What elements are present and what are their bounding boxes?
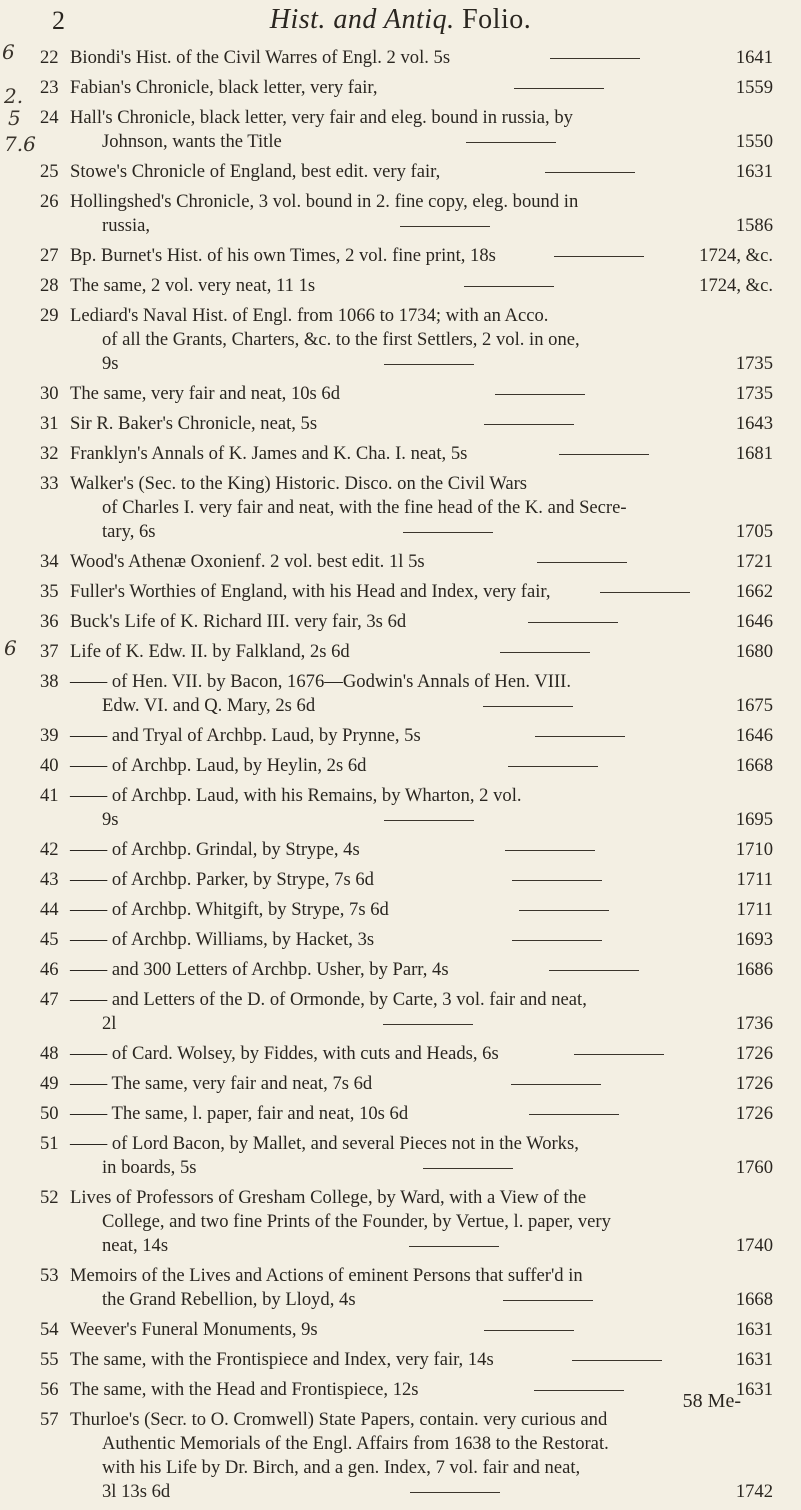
entry-line xyxy=(70,244,773,268)
margin-note: 5 xyxy=(8,106,21,130)
leader-rule xyxy=(554,256,644,257)
entry-body xyxy=(70,304,773,376)
entry-body xyxy=(70,1072,773,1096)
entry-year: 1662 xyxy=(735,581,773,602)
entry-line xyxy=(70,808,773,832)
entry-text: Authentic Memorials of the Engl. Affairs from 1638 to the Restorat. xyxy=(102,1433,609,1454)
entry-year: 1631 xyxy=(735,161,773,182)
entry-number: 26 xyxy=(40,191,59,212)
entry-line xyxy=(70,1132,773,1156)
entry-body xyxy=(70,550,773,574)
entry-year: 1680 xyxy=(735,641,773,662)
entry-body xyxy=(70,46,773,70)
entry-number: 25 xyxy=(40,161,59,182)
catalogue-entry xyxy=(0,640,801,670)
entry-line xyxy=(70,868,773,892)
entry-body xyxy=(70,580,773,604)
entry-body xyxy=(70,382,773,406)
entry-number: 56 xyxy=(40,1379,59,1400)
entry-line xyxy=(70,1042,773,1066)
entry-body xyxy=(70,928,773,952)
running-title-plain: Folio. xyxy=(462,4,532,35)
catalogue-entry xyxy=(0,928,801,958)
leader-rule xyxy=(384,364,474,365)
entry-body xyxy=(70,724,773,748)
catalogue-entry xyxy=(0,1186,801,1264)
leader-rule xyxy=(519,910,609,911)
entry-body xyxy=(70,160,773,184)
entry-body xyxy=(70,640,773,664)
entry-number: 45 xyxy=(40,929,59,950)
entry-line xyxy=(70,1456,773,1480)
entry-number: 32 xyxy=(40,443,59,464)
entry-text: Franklyn's Annals of K. James and K. Cha. I. neat, 5s xyxy=(70,443,468,464)
entry-line xyxy=(70,694,773,718)
entry-line xyxy=(70,1210,773,1234)
entry-line xyxy=(70,214,773,238)
entry-body xyxy=(70,412,773,436)
leader-rule xyxy=(403,532,493,533)
entry-line xyxy=(70,1186,773,1210)
leader-rule xyxy=(466,142,556,143)
entry-line xyxy=(70,1072,773,1096)
entry-line xyxy=(70,928,773,952)
entry-year: 1736 xyxy=(735,1013,773,1034)
entry-number: 27 xyxy=(40,245,59,266)
entry-body xyxy=(70,76,773,100)
entry-year: 1646 xyxy=(735,611,773,632)
entry-text: Hall's Chronicle, black letter, very fair and eleg. bound in russia, by xyxy=(70,107,573,128)
entry-year: 1724, &c. xyxy=(699,245,773,266)
entry-line xyxy=(70,130,773,154)
entry-body xyxy=(70,1318,773,1342)
entry-body xyxy=(70,1042,773,1066)
leader-rule xyxy=(534,1390,624,1391)
leader-rule xyxy=(423,1168,513,1169)
entry-text: —— of Archbp. Parker, by Strype, 7s 6d xyxy=(70,869,374,890)
leader-rule xyxy=(384,820,474,821)
entry-text: Edw. VI. and Q. Mary, 2s 6d xyxy=(102,695,316,716)
entry-number: 23 xyxy=(40,77,59,98)
catalogue-entry xyxy=(0,550,801,580)
leader-rule xyxy=(537,562,627,563)
leader-rule xyxy=(574,1054,664,1055)
entry-year: 1586 xyxy=(735,215,773,236)
entry-number: 36 xyxy=(40,611,59,632)
entry-text: Biondi's Hist. of the Civil Warres of Engl. 2 vol. 5s xyxy=(70,47,451,68)
entry-text: 3l 13s 6d xyxy=(102,1481,171,1502)
entry-text: with his Life by Dr. Birch, and a gen. Index, 7 vol. fair and neat, xyxy=(102,1457,581,1478)
entry-body xyxy=(70,670,773,718)
entry-text: neat, 14s xyxy=(102,1235,169,1256)
entry-body xyxy=(70,442,773,466)
catalogue-entry xyxy=(0,1132,801,1186)
leader-rule xyxy=(410,1492,500,1493)
catalogue-entry xyxy=(0,838,801,868)
entry-text: of all the Grants, Charters, &c. to the first Settlers, 2 vol. in one, xyxy=(102,329,580,350)
entry-number: 53 xyxy=(40,1265,59,1286)
entry-line xyxy=(70,724,773,748)
entry-number: 44 xyxy=(40,899,59,920)
page-header xyxy=(0,4,801,44)
entry-number: 35 xyxy=(40,581,59,602)
entry-text: Bp. Burnet's Hist. of his own Times, 2 vol. fine print, 18s xyxy=(70,245,496,266)
entry-year: 1695 xyxy=(735,809,773,830)
entry-number: 30 xyxy=(40,383,59,404)
entry-body xyxy=(70,610,773,634)
leader-rule xyxy=(529,1114,619,1115)
entry-text: the Grand Rebellion, by Lloyd, 4s xyxy=(102,1289,356,1310)
margin-note: 7.6 xyxy=(4,132,36,156)
entry-text: —— of Archbp. Laud, by Heylin, 2s 6d xyxy=(70,755,367,776)
entry-line xyxy=(70,1264,773,1288)
entry-body xyxy=(70,1408,773,1504)
entry-line xyxy=(70,640,773,664)
entry-number: 54 xyxy=(40,1319,59,1340)
catalogue-entry xyxy=(0,1042,801,1072)
catalogue-entry xyxy=(0,472,801,550)
catalogue-entry xyxy=(0,754,801,784)
leader-rule xyxy=(528,622,618,623)
catalogue-entry xyxy=(0,670,801,724)
entry-year: 1631 xyxy=(735,1349,773,1370)
entry-text: Stowe's Chronicle of England, best edit. very fair, xyxy=(70,161,441,182)
catalogue-entry xyxy=(0,580,801,610)
running-title xyxy=(0,4,801,36)
entry-text: —— of Archbp. Laud, with his Remains, by Wharton, 2 vol. xyxy=(70,785,522,806)
entry-line xyxy=(70,1156,773,1180)
entry-line xyxy=(70,1102,773,1126)
catalogue-entry xyxy=(0,1348,801,1378)
entry-year: 1550 xyxy=(735,131,773,152)
entry-text: The same, 2 vol. very neat, 11 1s xyxy=(70,275,316,296)
entry-body xyxy=(70,958,773,982)
entry-text: in boards, 5s xyxy=(102,1157,197,1178)
entry-text: russia, xyxy=(102,215,151,236)
entry-text: —— of Hen. VII. by Bacon, 1676—Godwin's Annals of Hen. VIII. xyxy=(70,671,572,692)
entry-line xyxy=(70,610,773,634)
entry-year: 1735 xyxy=(735,353,773,374)
leader-rule xyxy=(409,1246,499,1247)
entry-line xyxy=(70,442,773,466)
margin-note: 6 xyxy=(4,636,17,660)
entry-line xyxy=(70,1432,773,1456)
entry-line xyxy=(70,1318,773,1342)
entry-year: 1724, &c. xyxy=(699,275,773,296)
entry-text: —— of Lord Bacon, by Mallet, and several Pieces not in the Works, xyxy=(70,1133,579,1154)
leader-rule xyxy=(400,226,490,227)
entry-text: Life of K. Edw. II. by Falkland, 2s 6d xyxy=(70,641,350,662)
entry-year: 1643 xyxy=(735,413,773,434)
entry-line xyxy=(70,754,773,778)
catalogue-entries xyxy=(0,46,801,1510)
entry-number: 51 xyxy=(40,1133,59,1154)
leader-rule xyxy=(545,172,635,173)
entry-number: 24 xyxy=(40,107,59,128)
leader-rule xyxy=(484,424,574,425)
entry-year: 1641 xyxy=(735,47,773,68)
entry-body xyxy=(70,1102,773,1126)
entry-text: of Charles I. very fair and neat, with the fine head of the K. and Secre- xyxy=(102,497,627,518)
catalogue-entry xyxy=(0,1072,801,1102)
entry-text: 9s xyxy=(102,809,119,830)
entry-text: Weever's Funeral Monuments, 9s xyxy=(70,1319,318,1340)
catalogue-entry xyxy=(0,106,801,160)
entry-number: 28 xyxy=(40,275,59,296)
entry-text: —— The same, l. paper, fair and neat, 10s 6d xyxy=(70,1103,409,1124)
entry-line xyxy=(70,412,773,436)
catalogue-entry xyxy=(0,958,801,988)
entry-text: Fabian's Chronicle, black letter, very fair, xyxy=(70,77,378,98)
entry-number: 34 xyxy=(40,551,59,572)
entry-body xyxy=(70,1264,773,1312)
entry-line xyxy=(70,352,773,376)
entry-number: 50 xyxy=(40,1103,59,1124)
entry-text: —— and Letters of the D. of Ormonde, by Carte, 3 vol. fair and neat, xyxy=(70,989,587,1010)
entry-body xyxy=(70,1348,773,1372)
entry-line xyxy=(70,274,773,298)
catalogue-entry xyxy=(0,160,801,190)
entry-line xyxy=(70,1480,773,1504)
entry-text: 9s xyxy=(102,353,119,374)
leader-rule xyxy=(464,286,554,287)
leader-rule xyxy=(383,1024,473,1025)
entry-number: 22 xyxy=(40,47,59,68)
entry-year: 1559 xyxy=(735,77,773,98)
entry-body xyxy=(70,1132,773,1180)
entry-number: 42 xyxy=(40,839,59,860)
entry-line xyxy=(70,958,773,982)
entry-number: 40 xyxy=(40,755,59,776)
entry-number: 49 xyxy=(40,1073,59,1094)
leader-rule xyxy=(512,880,602,881)
entry-line xyxy=(70,106,773,130)
catalogue-entry xyxy=(0,412,801,442)
leader-rule xyxy=(559,454,649,455)
catalogue-entry xyxy=(0,610,801,640)
entry-body xyxy=(70,868,773,892)
entry-body xyxy=(70,838,773,862)
catalogue-entry xyxy=(0,1264,801,1318)
leader-rule xyxy=(514,88,604,89)
entry-text: Lediard's Naval Hist. of Engl. from 1066 to 1734; with an Acco. xyxy=(70,305,549,326)
catalogue-entry xyxy=(0,382,801,412)
entry-year: 1693 xyxy=(735,929,773,950)
entry-number: 52 xyxy=(40,1187,59,1208)
entry-year: 1760 xyxy=(735,1157,773,1178)
entry-text: Buck's Life of K. Richard III. very fair, 3s 6d xyxy=(70,611,407,632)
entry-year: 1726 xyxy=(735,1043,773,1064)
entry-year: 1631 xyxy=(735,1319,773,1340)
entry-text: Johnson, wants the Title xyxy=(102,131,282,152)
catalogue-entry xyxy=(0,304,801,382)
leader-rule xyxy=(495,394,585,395)
entry-year: 1675 xyxy=(735,695,773,716)
catalogue-entry xyxy=(0,190,801,244)
entry-text: The same, with the Frontispiece and Index, very fair, 14s xyxy=(70,1349,494,1370)
entry-line xyxy=(70,580,773,604)
entry-line xyxy=(70,1408,773,1432)
leader-rule xyxy=(511,1084,601,1085)
entry-line xyxy=(70,784,773,808)
entry-number: 43 xyxy=(40,869,59,890)
entry-text: —— of Archbp. Williams, by Hacket, 3s xyxy=(70,929,375,950)
catalogue-entry xyxy=(0,76,801,106)
entry-year: 1646 xyxy=(735,725,773,746)
entry-line xyxy=(70,1378,773,1402)
leader-rule xyxy=(550,58,640,59)
entry-number: 33 xyxy=(40,473,59,494)
entry-line xyxy=(70,46,773,70)
entry-body xyxy=(70,244,773,268)
catalogue-entry xyxy=(0,868,801,898)
entry-text: Thurloe's (Secr. to O. Cromwell) State Papers, contain. very curious and xyxy=(70,1409,608,1430)
entry-year: 1742 xyxy=(735,1481,773,1502)
catalogue-entry xyxy=(0,724,801,754)
entry-text: Memoirs of the Lives and Actions of eminent Persons that suffer'd in xyxy=(70,1265,583,1286)
leader-rule xyxy=(600,592,690,593)
leader-rule xyxy=(512,940,602,941)
entry-text: —— of Archbp. Whitgift, by Strype, 7s 6d xyxy=(70,899,389,920)
entry-number: 39 xyxy=(40,725,59,746)
catalogue-entry xyxy=(0,898,801,928)
entry-line xyxy=(70,76,773,100)
entry-number: 31 xyxy=(40,413,59,434)
entry-line xyxy=(70,520,773,544)
entry-line xyxy=(70,382,773,406)
entry-year: 1740 xyxy=(735,1235,773,1256)
entry-year: 1735 xyxy=(735,383,773,404)
entry-year: 1726 xyxy=(735,1103,773,1124)
entry-year: 1710 xyxy=(735,839,773,860)
entry-line xyxy=(70,328,773,352)
entry-number: 57 xyxy=(40,1409,59,1430)
catalogue-entry xyxy=(0,46,801,76)
entry-year: 1668 xyxy=(735,1289,773,1310)
leader-rule xyxy=(508,766,598,767)
entry-body xyxy=(70,190,773,238)
entry-year: 1711 xyxy=(736,899,773,920)
entry-line xyxy=(70,988,773,1012)
entry-text: —— The same, very fair and neat, 7s 6d xyxy=(70,1073,373,1094)
catalogue-entry xyxy=(0,1408,801,1510)
entry-year: 1686 xyxy=(735,959,773,980)
entry-text: Fuller's Worthies of England, with his Head and Index, very fair, xyxy=(70,581,551,602)
entry-text: Sir R. Baker's Chronicle, neat, 5s xyxy=(70,413,318,434)
entry-text: —— and 300 Letters of Archbp. Usher, by Parr, 4s xyxy=(70,959,449,980)
catalogue-entry xyxy=(0,274,801,304)
entry-number: 41 xyxy=(40,785,59,806)
leader-rule xyxy=(572,1360,662,1361)
entry-line xyxy=(70,550,773,574)
entry-text: Wood's Athenæ Oxonienf. 2 vol. best edit. 1l 5s xyxy=(70,551,425,572)
entry-text: Hollingshed's Chronicle, 3 vol. bound in 2. fine copy, eleg. bound in xyxy=(70,191,579,212)
entry-number: 55 xyxy=(40,1349,59,1370)
catalogue-entry xyxy=(0,244,801,274)
entry-body xyxy=(70,274,773,298)
margin-note: 2. xyxy=(4,84,24,108)
catchword: 58 Me- xyxy=(682,1390,741,1412)
entry-year: 1681 xyxy=(735,443,773,464)
catalogue-entry xyxy=(0,1102,801,1132)
leader-rule xyxy=(500,652,590,653)
entry-line xyxy=(70,496,773,520)
margin-note: 6 xyxy=(2,40,15,64)
entry-text: 2l xyxy=(102,1013,117,1034)
entry-number: 38 xyxy=(40,671,59,692)
entry-year: 1631 xyxy=(735,1379,773,1400)
entry-line xyxy=(70,304,773,328)
entry-text: Lives of Professors of Gresham College, by Ward, with a View of the xyxy=(70,1187,587,1208)
entry-number: 48 xyxy=(40,1043,59,1064)
entry-line xyxy=(70,838,773,862)
entry-text: —— of Card. Wolsey, by Fiddes, with cuts and Heads, 6s xyxy=(70,1043,499,1064)
entry-text: tary, 6s xyxy=(102,521,156,542)
catalogue-entry xyxy=(0,988,801,1042)
entry-body xyxy=(70,1378,773,1402)
entry-number: 46 xyxy=(40,959,59,980)
entry-line xyxy=(70,898,773,922)
catalogue-entry xyxy=(0,442,801,472)
entry-line xyxy=(70,190,773,214)
entry-line xyxy=(70,1234,773,1258)
page-number: 2 xyxy=(52,6,65,35)
leader-rule xyxy=(483,706,573,707)
entry-number: 47 xyxy=(40,989,59,1010)
leader-rule xyxy=(549,970,639,971)
entry-line xyxy=(70,1012,773,1036)
entry-text: Walker's (Sec. to the King) Historic. Disco. on the Civil Wars xyxy=(70,473,528,494)
entry-line xyxy=(70,670,773,694)
entry-body xyxy=(70,754,773,778)
entry-number: 37 xyxy=(40,641,59,662)
leader-rule xyxy=(484,1330,574,1331)
entry-text: —— and Tryal of Archbp. Laud, by Prynne, 5s xyxy=(70,725,421,746)
entry-body xyxy=(70,898,773,922)
entry-text: —— of Archbp. Grindal, by Strype, 4s xyxy=(70,839,360,860)
entry-year: 1726 xyxy=(735,1073,773,1094)
catalogue-entry xyxy=(0,1378,801,1408)
entry-line xyxy=(70,472,773,496)
entry-text: The same, with the Head and Frontispiece, 12s xyxy=(70,1379,419,1400)
entry-body xyxy=(70,1186,773,1258)
catalogue-entry xyxy=(0,1318,801,1348)
leader-rule xyxy=(535,736,625,737)
entry-text: The same, very fair and neat, 10s 6d xyxy=(70,383,341,404)
entry-year: 1705 xyxy=(735,521,773,542)
entry-body xyxy=(70,784,773,832)
entry-year: 1711 xyxy=(736,869,773,890)
entry-text: College, and two fine Prints of the Founder, by Vertue, l. paper, very xyxy=(102,1211,611,1232)
catalogue-entry xyxy=(0,784,801,838)
entry-line xyxy=(70,1348,773,1372)
leader-rule xyxy=(503,1300,593,1301)
entry-line xyxy=(70,1288,773,1312)
entry-body xyxy=(70,472,773,544)
entry-line xyxy=(70,160,773,184)
entry-body xyxy=(70,988,773,1036)
entry-year: 1721 xyxy=(735,551,773,572)
running-title-italic: Hist. and Antiq. xyxy=(269,4,455,35)
entry-year: 1668 xyxy=(735,755,773,776)
entry-body xyxy=(70,106,773,154)
entry-number: 29 xyxy=(40,305,59,326)
leader-rule xyxy=(505,850,595,851)
